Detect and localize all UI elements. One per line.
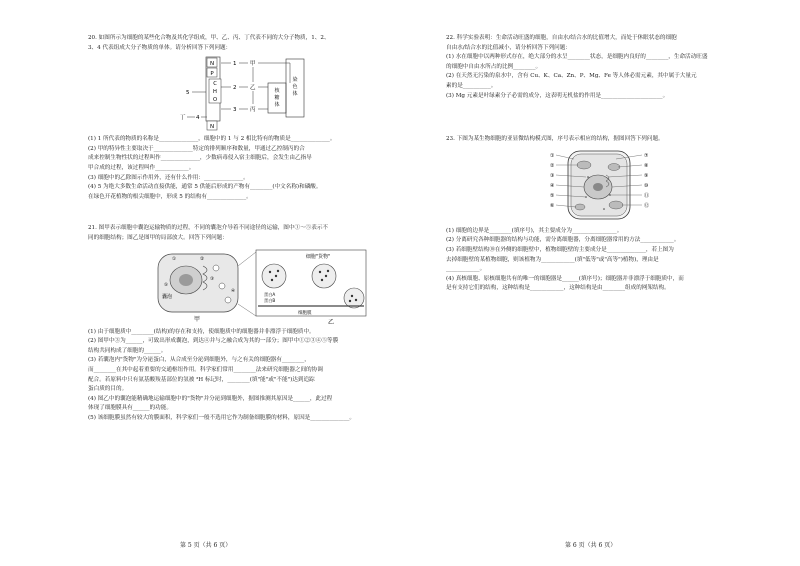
q21-sub-1: (1) 由于细胞质中________(结构)的存在和支持，使细胞质中的细胞器并非漂浮于细胞质中。 [88,328,315,335]
label-r6: ⑫ [644,202,650,209]
label-fig-yi: 乙 [328,318,335,326]
label-c3: ③ [210,276,215,282]
label-vesicle: 囊泡 [162,293,173,300]
q23-sub-7: 是有支持它们的结构，这种结构是____________，这种结构是由________组成的网架结构。 [446,285,670,292]
label-l5: ⑤ [550,192,555,199]
label-l1: ① [550,152,555,159]
q20-sub-1: (1) 1 所代表的物质的名称是______________，细胞中的 1 与 2 相比特有的物质是______________。 [88,136,336,143]
label-ribosome: 核糖体 [274,88,280,109]
label-l2: ② [550,162,555,169]
q22-line-1: 22. 科学实验表明：生命活动旺盛的细胞，自由水/结合水的比值增大，而处于休眠状态的细胞 [446,35,677,41]
page-number-right: 第 6 页（共 6 页） [565,542,617,549]
label-c2: ② [200,256,205,262]
label-l4: ④ [550,182,555,189]
elem-h: H [213,89,217,96]
q22-sub-2: 的细胞中自由水所占的比例________。 [446,63,542,70]
label-yi: 乙 [250,85,256,92]
q21-sub-3: 结构共同构成了细胞的______。 [88,347,167,354]
q23-figure [446,147,736,225]
label-1: 1 [233,61,237,68]
q21-sub-9: 体现了细胞膜具有______的功能。 [88,405,172,412]
elem-n-top: N [209,61,215,68]
elem-n-bottom: N [209,124,215,131]
elem-c: C [213,81,217,88]
label-bing: 丙 [250,107,256,114]
label-cargo: 细胞"货物" [305,253,331,260]
label-c5: ⑤ [164,282,169,288]
question-20 [88,34,388,202]
right-column [446,34,736,294]
label-jia: 甲 [250,61,256,68]
q23-sub-5: ____________。 [446,266,486,273]
q20-line-1: 20. 如图所示为细胞的某些化合物及其化学组成，甲、乙、丙、丁代表不同的大分子物质，1、2、 [88,35,330,41]
label-c1: ① [172,256,177,262]
label-l3: ③ [550,172,555,179]
q21-sub-8: (4) 图乙中的囊泡能精确地运输细胞中的"货物"并分泌到细胞外，据图推测其原因是______，此过程 [88,395,333,402]
q21-line-1: 21. 图甲表示细胞中囊泡运输物质的过程，不同的囊泡介导着不同途径的运输，图中①～⑤表示不 [88,225,329,232]
label-r3: ⑨ [644,172,649,179]
label-l6: ⑥ [550,202,555,209]
q21-sub-6: 配合。若原料中只有氨基酸羧基部位的氢被 ³H 标记时，________(填"能"或"不能")达到追踪 [88,376,315,383]
q21-figure [88,246,388,326]
q20-sub-7: 在绿色开花植物的根尖细胞中，形成 5 的结构有______________。 [88,193,252,200]
q21-sub-10: (5) 该细胞膜虽然有较大的膜面积，科学家们一般不选用它作为制备细胞膜的材料，原因是______________。 [88,414,356,421]
q23-line-1: 23. 下图为某生物细胞的亚显微结构模式图，序号表示相应的结构，据图回答下列问题。 [446,136,664,143]
label-3: 3 [233,107,237,114]
q23-sub-2: (2) 分离研究各种细胞器的结构与功能，需分离细胞器，分离细胞器常用的方法____________。 [446,237,680,244]
question-23 [446,135,736,294]
q20-sub-3: 成来控制生物性状的过程叫作______________，少数病毒侵入宿主细胞后，会发生由乙指导 [88,155,312,162]
question-21 [88,224,388,423]
q23-sub-4: 去掉细胞壁的某植物细胞，则该植物为____________(填"低等"或"高等")植物)，理由是 [446,256,659,263]
label-r1: ⑦ [644,152,649,159]
cell-ultrastructure-diagram [446,147,736,225]
q22-line-2: 自由水/结合水的比值减小，请分析回答下列问题： [446,44,571,51]
q21-sub-7: 蛋白质的目的。 [88,386,128,393]
label-r5: ⑪ [644,192,650,199]
page-number-left: 第 5 页（共 6 页） [180,542,232,549]
label-ding: 丁 [180,115,186,122]
label-chromosome: 染色体 [292,77,298,98]
q21-sub-2: (2) 图甲中③为______，可致出形成囊泡，到达④并与之融合成为其的一部分；图甲中①②③④⑤等膜 [88,338,339,345]
elem-p: P [210,71,214,78]
q20-sub-6: (4) 5 为绝大多数生命活动直接供能，通常 5 供能后形成的产物有________(中文名称)和磷酸。 [88,184,322,191]
label-2: 2 [233,85,237,92]
q22-sub-5: (3) Mg 元素是叶绿素分子必需的成分，这表明无机盐的作用是______________________。 [446,92,669,99]
q23-sub-3: (3) 若细胞壁结构⑩在外侧的细胞壁中，植物细胞壁的主要成分是______________，若上图为 [446,246,674,253]
label-fig-jia: 甲 [194,315,201,323]
q20-sub-4: 甲合成的过程，该过程叫作____________。 [88,164,195,171]
q21-sub-5: 而________在其中起着重要的交通枢纽作用。科学家们常用________法来研究细胞器之间的协调 [88,366,323,373]
q20-sub-5: (3) 细胞中的乙除图示作用外，还有什么作用：______________。 [88,174,249,181]
compound-diagram [88,55,388,133]
vesicle-transport-diagram [88,246,388,326]
elem-o: O [212,97,218,104]
label-membrane: 细胞膜 [298,310,312,316]
label-r2: ⑧ [644,162,649,169]
q22-sub-1: (1) 水在细胞中以两种形式存在，绝大部分的水呈________状态，是细胞内良好的________，生命活动旺盛 [446,54,708,61]
label-protein-a: 蛋白A [264,291,276,297]
q22-sub-3: (2) 在天然无污染的泉水中，含有 Cu、K、Ca、Zn、P、Mg、Fe 等人体必需元素，其中属于大量元 [446,73,697,80]
label-4: 4 [196,115,200,122]
q20-line-2: 3、4 代表组成大分子物质的单体。请分析回答下列问题： [88,44,232,51]
q23-sub-6: (4) 真核细胞、原核细胞共有的唯一的细胞器是______(填序号)；细胞器并非漂浮于细胞质中，而 [446,275,684,282]
label-r4: ⑩ [644,182,649,189]
q23-sub-1: (1) 细胞的边界是________(填序号)，其主要成分为________________。 [446,227,623,234]
q21-line-2: 同的细胞结构；图乙是图甲的局部放大。回答下列问题： [88,234,228,241]
q20-figure [88,55,388,133]
q21-sub-4: (3) 若囊泡内"货物"为分泌蛋白，从合成至分泌到细胞外，与之有关的细胞器有________， [88,357,310,364]
q22-sub-4: 素的是__________。 [446,82,497,89]
q20-sub-2: (2) 甲的特异性主要取决于______________特定的排列顺序和数量，甲通过乙控制丙的合 [88,145,305,152]
left-column [88,34,388,423]
label-5: 5 [186,90,190,97]
label-c4: ④ [231,288,236,294]
question-22 [446,34,736,101]
label-protein-b: 蛋白B [264,297,276,303]
